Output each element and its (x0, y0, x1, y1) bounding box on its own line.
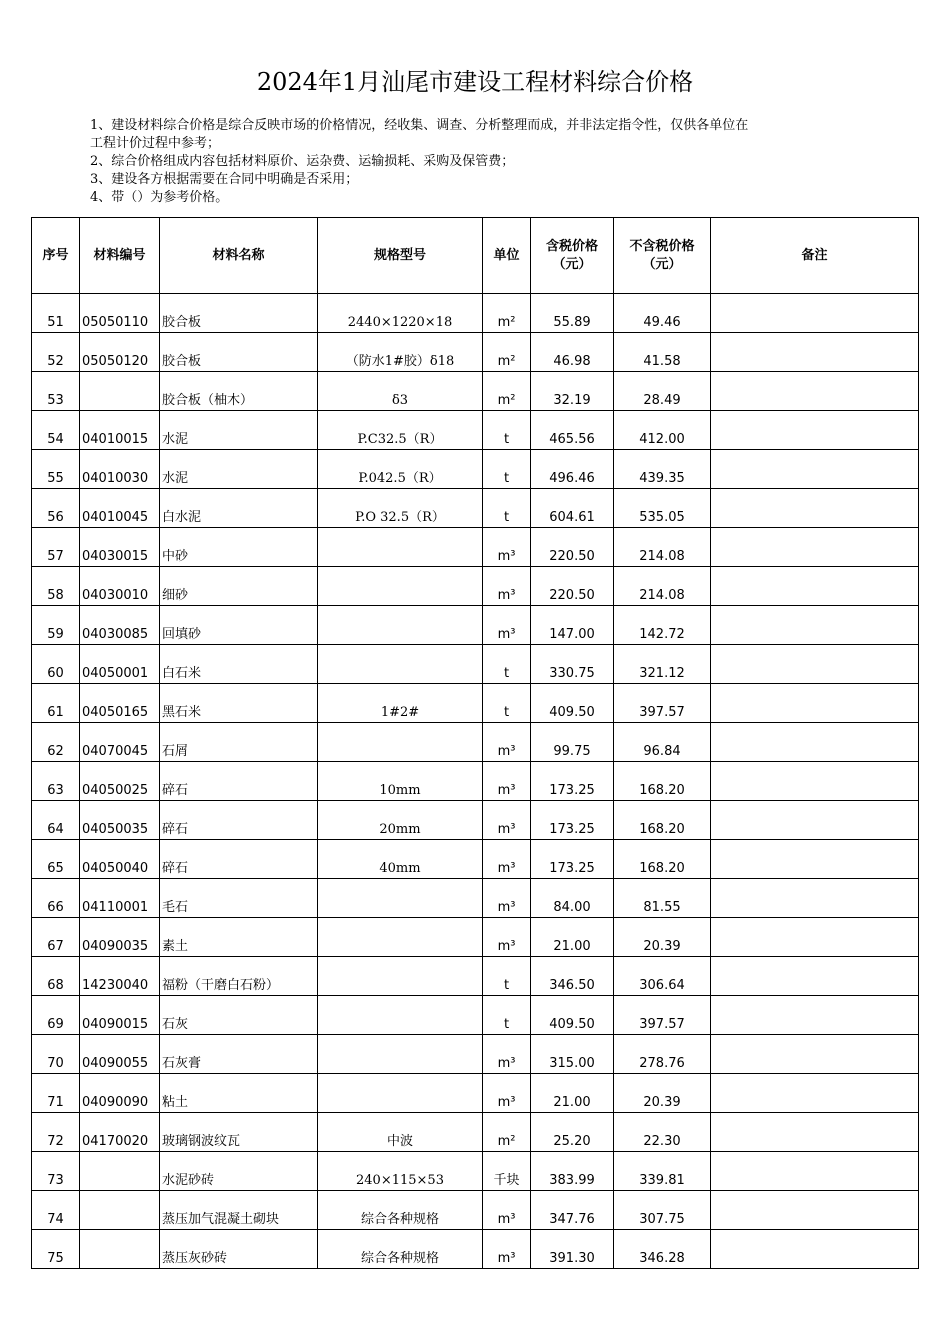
cell-name: 玻璃钢波纹瓦 (160, 1113, 318, 1152)
cell-remark (711, 645, 919, 684)
cell-spec: 2440×1220×18 (318, 294, 483, 333)
cell-unit: t (483, 996, 531, 1035)
cell-price-notax: 81.55 (614, 879, 711, 918)
cell-no: 66 (32, 879, 80, 918)
cell-price-tax: 84.00 (531, 879, 614, 918)
cell-name: 胶合板 (160, 333, 318, 372)
cell-price-notax: 20.39 (614, 1074, 711, 1113)
cell-no: 53 (32, 372, 80, 411)
cell-price-notax: 339.81 (614, 1152, 711, 1191)
cell-spec (318, 996, 483, 1035)
cell-price-tax: 147.00 (531, 606, 614, 645)
cell-name: 毛石 (160, 879, 318, 918)
cell-price-tax: 21.00 (531, 918, 614, 957)
cell-code: 04170020 (80, 1113, 160, 1152)
cell-price-tax: 173.25 (531, 840, 614, 879)
cell-price-notax: 20.39 (614, 918, 711, 957)
notes (90, 117, 880, 207)
cell-name: 细砂 (160, 567, 318, 606)
cell-unit: m² (483, 333, 531, 372)
table-row (32, 294, 919, 333)
cell-remark (711, 1191, 919, 1230)
cell-name: 水泥 (160, 450, 318, 489)
cell-name: 中砂 (160, 528, 318, 567)
cell-price-tax: 25.20 (531, 1113, 614, 1152)
cell-code: 04090035 (80, 918, 160, 957)
cell-unit: t (483, 450, 531, 489)
cell-price-notax: 142.72 (614, 606, 711, 645)
table-row (32, 1152, 919, 1191)
cell-spec (318, 1035, 483, 1074)
cell-remark (711, 996, 919, 1035)
cell-spec: 综合各种规格 (318, 1191, 483, 1230)
header-price-notax-line2: （元） (642, 256, 682, 272)
cell-name: 福粉（干磨白石粉） (160, 957, 318, 996)
cell-unit: 千块 (483, 1152, 531, 1191)
cell-unit: m² (483, 294, 531, 333)
cell-remark (711, 450, 919, 489)
cell-spec (318, 528, 483, 567)
cell-remark (711, 294, 919, 333)
header-price-notax-line1: 不含税价格 (629, 238, 695, 254)
table-row (32, 1113, 919, 1152)
cell-unit: m² (483, 1113, 531, 1152)
cell-price-notax: 168.20 (614, 840, 711, 879)
cell-code (80, 372, 160, 411)
cell-remark (711, 723, 919, 762)
cell-code: 04090055 (80, 1035, 160, 1074)
cell-remark (711, 684, 919, 723)
cell-code (80, 1191, 160, 1230)
cell-no: 59 (32, 606, 80, 645)
cell-code: 04030010 (80, 567, 160, 606)
cell-code: 04010030 (80, 450, 160, 489)
cell-unit: m³ (483, 879, 531, 918)
cell-price-tax: 409.50 (531, 996, 614, 1035)
cell-remark (711, 372, 919, 411)
cell-code: 05050110 (80, 294, 160, 333)
cell-spec: 20mm (318, 801, 483, 840)
cell-price-tax: 347.76 (531, 1191, 614, 1230)
cell-code (80, 1230, 160, 1269)
table-row (32, 528, 919, 567)
cell-price-tax: 220.50 (531, 528, 614, 567)
cell-remark (711, 1152, 919, 1191)
cell-price-tax: 173.25 (531, 801, 614, 840)
price-table (31, 217, 919, 1269)
cell-remark (711, 762, 919, 801)
cell-no: 52 (32, 333, 80, 372)
cell-price-notax: 41.58 (614, 333, 711, 372)
cell-unit: m³ (483, 1230, 531, 1269)
cell-no: 64 (32, 801, 80, 840)
cell-remark (711, 567, 919, 606)
cell-remark (711, 528, 919, 567)
cell-remark (711, 957, 919, 996)
cell-unit: t (483, 489, 531, 528)
cell-unit: m³ (483, 840, 531, 879)
cell-no: 61 (32, 684, 80, 723)
cell-price-tax: 55.89 (531, 294, 614, 333)
cell-spec: P.O 32.5（R） (318, 489, 483, 528)
cell-name: 水泥 (160, 411, 318, 450)
table-row (32, 567, 919, 606)
cell-price-notax: 214.08 (614, 567, 711, 606)
cell-code: 04050001 (80, 645, 160, 684)
cell-spec (318, 879, 483, 918)
cell-unit: m³ (483, 567, 531, 606)
cell-remark (711, 606, 919, 645)
cell-spec (318, 1074, 483, 1113)
cell-price-tax: 383.99 (531, 1152, 614, 1191)
table-row (32, 645, 919, 684)
cell-price-tax: 409.50 (531, 684, 614, 723)
cell-price-tax: 465.56 (531, 411, 614, 450)
cell-no: 72 (32, 1113, 80, 1152)
note-line: 工程计价过程中参考； (90, 136, 221, 151)
cell-price-tax: 315.00 (531, 1035, 614, 1074)
cell-name: 石屑 (160, 723, 318, 762)
cell-no: 62 (32, 723, 80, 762)
header-unit: 单位 (483, 218, 531, 294)
cell-name: 白石米 (160, 645, 318, 684)
note-line: 4、带（）为参考价格。 (90, 190, 229, 205)
cell-remark (711, 489, 919, 528)
header-row (32, 218, 919, 294)
cell-price-tax: 346.50 (531, 957, 614, 996)
table-row (32, 723, 919, 762)
table-row (32, 333, 919, 372)
note-line: 1、建设材料综合价格是综合反映市场的价格情况，经收集、调查、分析整理而成，并非法定指令性，仅供各单位在 (90, 118, 749, 133)
header-price-notax (614, 218, 711, 294)
cell-spec (318, 957, 483, 996)
cell-code: 04050165 (80, 684, 160, 723)
cell-no: 70 (32, 1035, 80, 1074)
cell-name: 回填砂 (160, 606, 318, 645)
cell-price-notax: 535.05 (614, 489, 711, 528)
cell-price-tax: 21.00 (531, 1074, 614, 1113)
cell-code: 04030015 (80, 528, 160, 567)
cell-price-notax: 22.30 (614, 1113, 711, 1152)
cell-spec (318, 567, 483, 606)
cell-price-notax: 306.64 (614, 957, 711, 996)
cell-no: 69 (32, 996, 80, 1035)
cell-code: 04010015 (80, 411, 160, 450)
cell-remark (711, 1074, 919, 1113)
cell-no: 67 (32, 918, 80, 957)
cell-remark (711, 918, 919, 957)
cell-unit: m³ (483, 918, 531, 957)
cell-remark (711, 1113, 919, 1152)
cell-remark (711, 879, 919, 918)
cell-spec: （防水1#胶）δ18 (318, 333, 483, 372)
cell-no: 75 (32, 1230, 80, 1269)
cell-name: 蒸压加气混凝土砌块 (160, 1191, 318, 1230)
cell-price-tax: 32.19 (531, 372, 614, 411)
cell-price-tax: 220.50 (531, 567, 614, 606)
cell-unit: m³ (483, 606, 531, 645)
cell-spec: P.042.5（R） (318, 450, 483, 489)
cell-spec: 240×115×53 (318, 1152, 483, 1191)
cell-no: 51 (32, 294, 80, 333)
cell-price-notax: 96.84 (614, 723, 711, 762)
cell-unit: m³ (483, 762, 531, 801)
cell-code: 04070045 (80, 723, 160, 762)
cell-name: 石灰膏 (160, 1035, 318, 1074)
cell-no: 71 (32, 1074, 80, 1113)
cell-unit: t (483, 411, 531, 450)
cell-no: 60 (32, 645, 80, 684)
table-body (32, 294, 919, 1269)
cell-spec: 综合各种规格 (318, 1230, 483, 1269)
cell-price-notax: 49.46 (614, 294, 711, 333)
cell-unit: t (483, 957, 531, 996)
cell-remark (711, 411, 919, 450)
table-row (32, 450, 919, 489)
header-spec: 规格型号 (318, 218, 483, 294)
header-price-tax (531, 218, 614, 294)
cell-remark (711, 1035, 919, 1074)
table-row (32, 1074, 919, 1113)
cell-name: 粘土 (160, 1074, 318, 1113)
cell-price-notax: 278.76 (614, 1035, 711, 1074)
table-row (32, 411, 919, 450)
cell-no: 56 (32, 489, 80, 528)
cell-unit: m³ (483, 528, 531, 567)
cell-name: 胶合板（柚木） (160, 372, 318, 411)
cell-code: 04110001 (80, 879, 160, 918)
cell-no: 54 (32, 411, 80, 450)
note-line: 2、综合价格组成内容包括材料原价、运杂费、运输损耗、采购及保管费； (90, 154, 515, 169)
cell-price-tax: 173.25 (531, 762, 614, 801)
cell-price-notax: 439.35 (614, 450, 711, 489)
cell-name: 水泥砂砖 (160, 1152, 318, 1191)
header-no: 序号 (32, 218, 80, 294)
cell-spec: P.C32.5（R） (318, 411, 483, 450)
cell-name: 胶合板 (160, 294, 318, 333)
cell-code: 04050035 (80, 801, 160, 840)
cell-unit: t (483, 645, 531, 684)
cell-price-tax: 46.98 (531, 333, 614, 372)
header-price-tax-line2: （元） (552, 256, 592, 272)
cell-price-notax: 214.08 (614, 528, 711, 567)
cell-unit: m³ (483, 1035, 531, 1074)
table-row (32, 1035, 919, 1074)
cell-price-notax: 168.20 (614, 801, 711, 840)
cell-code: 04090015 (80, 996, 160, 1035)
header-name: 材料名称 (160, 218, 318, 294)
cell-price-notax: 28.49 (614, 372, 711, 411)
cell-price-tax: 496.46 (531, 450, 614, 489)
cell-price-notax: 321.12 (614, 645, 711, 684)
cell-remark (711, 1230, 919, 1269)
cell-name: 碎石 (160, 762, 318, 801)
cell-code: 04050040 (80, 840, 160, 879)
table-row (32, 606, 919, 645)
table-row (32, 489, 919, 528)
header-remark: 备注 (711, 218, 919, 294)
cell-spec (318, 645, 483, 684)
cell-price-notax: 168.20 (614, 762, 711, 801)
table-row (32, 840, 919, 879)
cell-code: 04050025 (80, 762, 160, 801)
table-row (32, 762, 919, 801)
cell-spec: 中波 (318, 1113, 483, 1152)
table-row (32, 879, 919, 918)
table-row (32, 801, 919, 840)
cell-price-notax: 397.57 (614, 684, 711, 723)
cell-no: 55 (32, 450, 80, 489)
page-title: 2024年1月汕尾市建设工程材料综合价格 (256, 68, 694, 96)
cell-code: 14230040 (80, 957, 160, 996)
cell-unit: m² (483, 372, 531, 411)
cell-name: 蒸压灰砂砖 (160, 1230, 318, 1269)
cell-remark (711, 840, 919, 879)
cell-spec (318, 918, 483, 957)
cell-price-tax: 99.75 (531, 723, 614, 762)
cell-remark (711, 333, 919, 372)
cell-remark (711, 801, 919, 840)
cell-name: 石灰 (160, 996, 318, 1035)
table-row (32, 1230, 919, 1269)
cell-spec (318, 606, 483, 645)
cell-code: 04010045 (80, 489, 160, 528)
cell-no: 63 (32, 762, 80, 801)
table-row (32, 957, 919, 996)
cell-spec: 10mm (318, 762, 483, 801)
cell-name: 碎石 (160, 840, 318, 879)
header-price-tax-line1: 含税价格 (545, 238, 598, 254)
cell-price-notax: 397.57 (614, 996, 711, 1035)
cell-name: 碎石 (160, 801, 318, 840)
cell-code: 04090090 (80, 1074, 160, 1113)
cell-no: 58 (32, 567, 80, 606)
cell-unit: m³ (483, 723, 531, 762)
cell-price-notax: 307.75 (614, 1191, 711, 1230)
cell-code (80, 1152, 160, 1191)
cell-name: 黑石米 (160, 684, 318, 723)
table-row (32, 996, 919, 1035)
cell-no: 73 (32, 1152, 80, 1191)
cell-unit: t (483, 684, 531, 723)
table-row (32, 1191, 919, 1230)
cell-spec: 1#2# (318, 684, 483, 723)
table-row (32, 918, 919, 957)
note-line: 3、建设各方根据需要在合同中明确是否采用； (90, 172, 359, 187)
cell-price-notax: 412.00 (614, 411, 711, 450)
cell-name: 白水泥 (160, 489, 318, 528)
cell-spec (318, 723, 483, 762)
cell-unit: m³ (483, 801, 531, 840)
cell-spec: 40mm (318, 840, 483, 879)
cell-unit: m³ (483, 1191, 531, 1230)
cell-spec: δ3 (318, 372, 483, 411)
cell-code: 05050120 (80, 333, 160, 372)
cell-no: 68 (32, 957, 80, 996)
cell-no: 74 (32, 1191, 80, 1230)
table-row (32, 684, 919, 723)
header-code: 材料编号 (80, 218, 160, 294)
cell-price-notax: 346.28 (614, 1230, 711, 1269)
cell-code: 04030085 (80, 606, 160, 645)
cell-no: 65 (32, 840, 80, 879)
cell-name: 素土 (160, 918, 318, 957)
cell-price-tax: 604.61 (531, 489, 614, 528)
table-row (32, 372, 919, 411)
cell-no: 57 (32, 528, 80, 567)
cell-unit: m³ (483, 1074, 531, 1113)
cell-price-tax: 391.30 (531, 1230, 614, 1269)
cell-price-tax: 330.75 (531, 645, 614, 684)
